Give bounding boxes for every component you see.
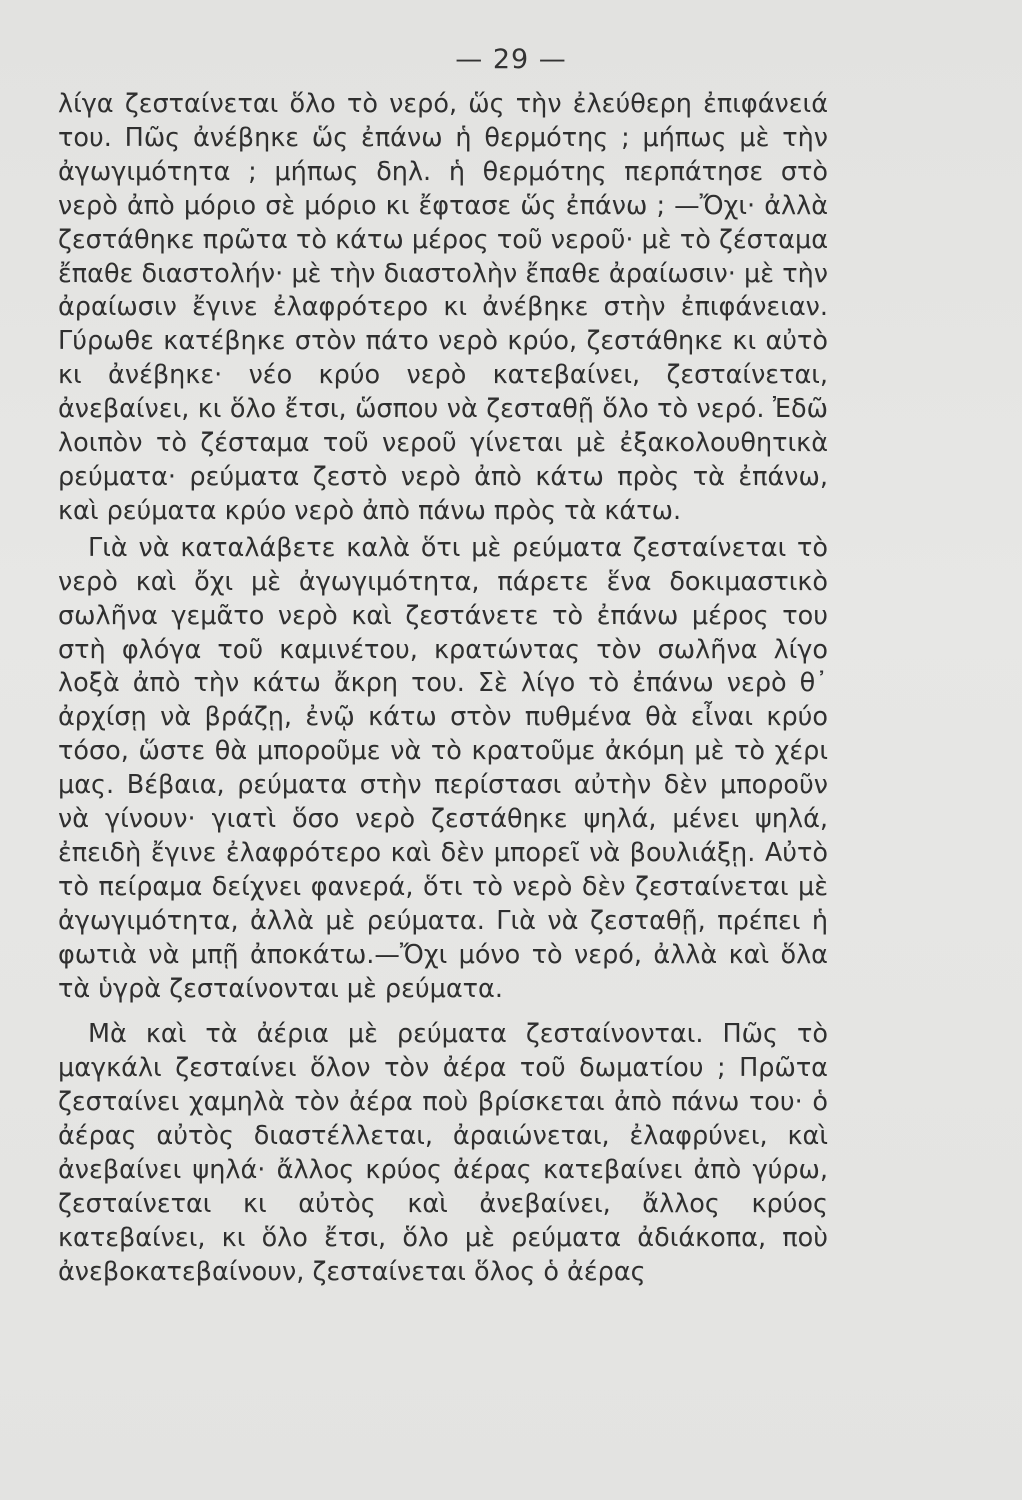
paragraph-1: λίγα ζεσταίνεται ὅλο τὸ νερό, ὥς τὴν ἐλεύθερη ἐπιφάνειά του. Πῶς ἀνέβηκε ὥς ἐπάνω ἡ θερμότης ; μήπως μὲ τὴν ἀγωγιμότητα ; μήπως δηλ. ἡ θερμότης περπάτησε στὸ νερὸ ἀπὸ μόριο σὲ μόριο κι ἔφτασε ὥς ἐπάνω ; —Ὄχι· ἀλλὰ ζεστάθηκε πρῶτα τὸ κάτω μέρος τοῦ νεροῦ· μὲ τὸ ζέσταμα ἔπαθε διαστολήν· μὲ τὴν διαστολὴν ἔπαθε ἀραίωσιν· μὲ τὴν ἀραίωσιν ἔγινε ἐλαφρότερο κι ἀνέβηκε στὴν ἐπιφάνειαν. Γύρωθε κατέβηκε στὸν πάτο νερὸ κρύο, ζεστάθηκε κι αὐτὸ κι ἀνέβηκε· νέο κρύο νερὸ κατεβαίνει, ζεσταίνεται, ἀνεβαίνει, κι ὅλο ἔτσι, ὥσπου νὰ ζεσταθῇ ὅλο τὸ νερό. Ἐδῶ λοιπὸν τὸ ζέσταμα τοῦ νεροῦ γίνεται μὲ ἐξακολουθητικὰ ρεύματα· ρεύματα ζεστὸ νερὸ ἀπὸ κάτω πρὸς τὰ ἐπάνω, καὶ ρεύματα κρύο νερὸ ἀπὸ πάνω πρὸς τὰ κάτω. [58, 89, 828, 526]
paragraph-3: Μὰ καὶ τὰ ἀέρια μὲ ρεύματα ζεσταίνονται. Πῶς τὸ μαγκάλι ζεσταίνει ὅλον τὸν ἀέρα τοῦ δωματίου ; Πρῶτα ζεσταίνει χαμηλὰ τὸν ἀέρα ποὺ βρίσκεται ἀπὸ πάνω του· ὁ ἀέρας αὐτὸς διαστέλλεται, ἀραιώνεται, ἐλαφρύνει, καὶ ἀνεβαίνει ψηλά· ἄλλος κρύος ἀέρας κατεβαίνει ἀπὸ γύρω, ζεσταίνεται κι αὐτὸς καὶ ἀνεβαίνει, ἄλλος κρύος κατεβαίνει, κι ὅλο ἔτσι, ὅλο μὲ ρεύματα ἀδιάκοπα, ποὺ ἀνεβοκατεβαίνουν, ζεσταίνεται ὅλος ὁ ἀέρας [58, 1019, 828, 1287]
page-number: — 29 — [455, 44, 567, 75]
paragraph-2: Γιὰ νὰ καταλάβετε καλὰ ὅτι μὲ ρεύματα ζεσταίνεται τὸ νερὸ καὶ ὄχι μὲ ἀγωγιμότητα, πάρετε ἕνα δοκιμαστικὸ σωλῆνα γεμᾶτο νερὸ καὶ ζεστάνετε τὸ ἐπάνω μέρος του στὴ φλόγα τοῦ καμινέτου, κρατώντας τὸν σωλῆνα λίγο λοξὰ ἀπὸ τὴν κάτω ἄκρη του. Σὲ λίγο τὸ ἐπάνω νερὸ θ᾿ ἀρχίσῃ νὰ βράζῃ, ἐνῷ κάτω στὸν πυθμένα θὰ εἶναι κρύο τόσο, ὥστε θὰ μποροῦμε νὰ τὸ κρατοῦμε ἀκόμη μὲ τὸ χέρι μας. Βέβαια, ρεύματα στὴν περίστασι αὐτὴν δὲν μποροῦν νὰ γίνουν· γιατὶ ὅσο νερὸ ζεστάθηκε ψηλά, μένει ψηλά, ἐπειδὴ ἔγινε ἐλαφρότερο καὶ δὲν μπορεῖ νὰ βουλιάξῃ. Αὐτὸ τὸ πείραμα δείχνει φανερά, ὅτι τὸ νερὸ δὲν ζεσταίνεται μὲ ἀγωγιμότητα, ἀλλὰ μὲ ρεύματα. Γιὰ νὰ ζεσταθῇ, πρέπει ἡ φωτιὰ νὰ μπῇ ἀποκάτω.—Ὄχι μόνο τὸ νερό, ἀλλὰ καὶ ὅλα τὰ ὑγρὰ ζεσταίνονται μὲ ρεύματα. [58, 532, 828, 1004]
body-text [58, 88, 828, 1290]
